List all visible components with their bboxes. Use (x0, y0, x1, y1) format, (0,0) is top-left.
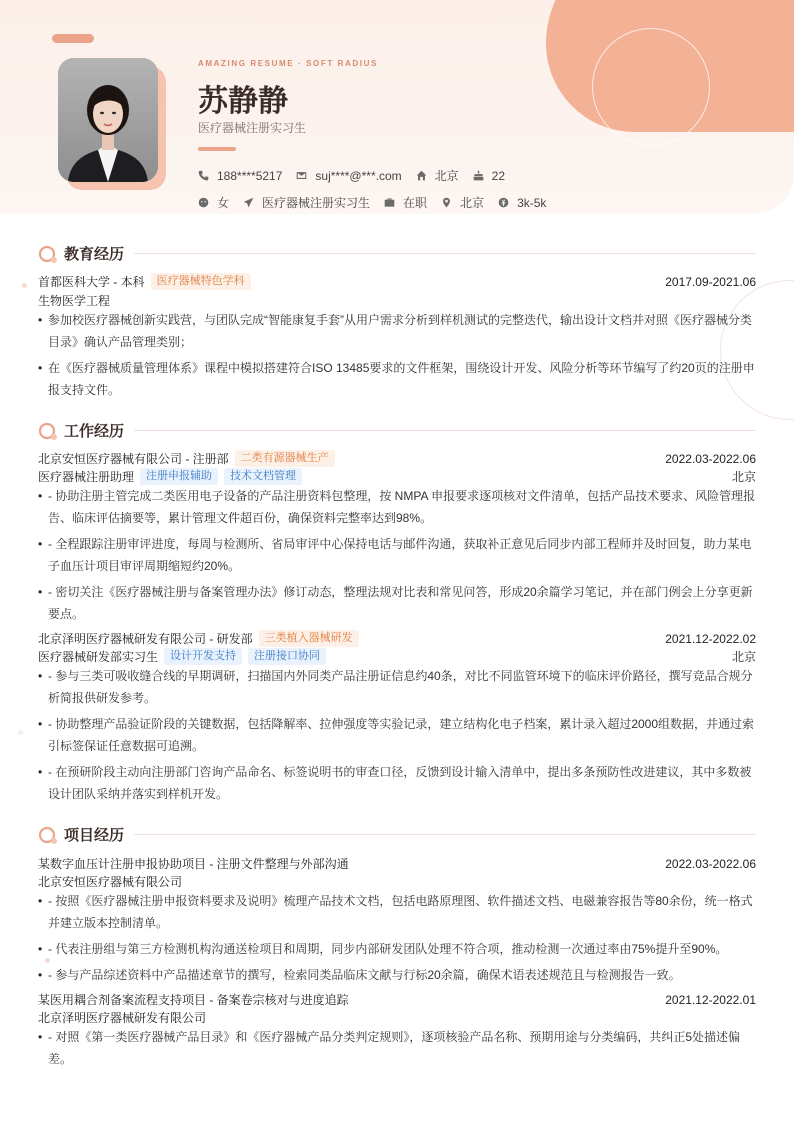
project-org: 北京安恒医疗器械有限公司 (38, 875, 183, 889)
detail-intention (243, 194, 370, 211)
section-work-header (38, 420, 756, 441)
contact-phone (198, 169, 282, 183)
contact-row (198, 167, 519, 184)
detail-gender-text: 女 (217, 196, 230, 210)
project-bullet: • - 对照《第一类医疗器械产品目录》和《医疗器械产品分类判定规则》，逐项核验产品名称、预期用途与分类编码，共纠正5处描述偏差。 (38, 1026, 756, 1070)
detail-salary-text: 3k-5k (517, 195, 547, 210)
work-tag: 三类植入器械研发 (259, 630, 359, 647)
profile-photo (58, 58, 158, 182)
contact-age-text: 22 (491, 168, 505, 183)
work-company: 北京安恒医疗器械有限公司 - 注册部 (38, 452, 229, 466)
work-bullet: • - 协助注册主管完成二类医用电子设备的产品注册资料包整理，按 NMPA 申报要求逐项核对文件清单，包括产品技术要求、风险管理报告、临床评估摘要等，累计管理文件超百份，确保资料完整率达到98%。 (38, 485, 756, 529)
work-role: 医疗器械研发部实习生 (38, 650, 159, 664)
work-tag: 二类有源器械生产 (235, 450, 335, 467)
work-bullet: • - 协助整理产品验证阶段的关键数据，包括降解率、拉伸强度等实验记录，建立结构化电子档案，累计录入超过2000组数据，并通过索引标签保证任意数据可追溯。 (38, 713, 756, 757)
work-item-header (38, 630, 756, 647)
work-city: 北京 (731, 470, 756, 484)
work-role-tag: 技术文档管理 (224, 468, 302, 485)
contact-city-text: 北京 (434, 169, 459, 183)
work-bullet: • - 在预研阶段主动向注册部门咨询产品命名、标签说明书的审查口径，反馈到设计输入清单中，提出多条预防性改进建议，其中多数被设计团队采纳并落实到样机开发。 (38, 761, 756, 805)
project-name: 某数字血压计注册申报协助项目 - 注册文件整理与外部沟通 (38, 857, 349, 871)
section-divider (134, 430, 756, 431)
detail-status (384, 194, 427, 211)
work-role-tag: 注册接口协同 (248, 648, 326, 665)
project-name: 某医用耦合剂备案流程支持项目 - 备案卷宗核对与进度追踪 (38, 993, 349, 1007)
detail-intention-text: 医疗器械注册实习生 (262, 196, 371, 210)
education-bullet: • 在《医疗器械质量管理体系》课程中模拟搭建符合ISO 13485要求的文件框架，围绕设计开发、风险分析等环节编写了约20页的注册申报支持文件。 (38, 357, 756, 401)
money-icon (498, 197, 509, 208)
candidate-name: 苏静静 (198, 84, 288, 119)
project-bullet: • - 参与产品综述资料中产品描述章节的撰写，检索同类品临床文献与行标20余篇，确保术语表述规范且与检测报告一致。 (38, 964, 756, 986)
project-org-row (38, 873, 756, 890)
education-bullet: • 参加校医疗器械创新实践营，与团队完成“智能康复手套”从用户需求分析到样机测试的完整迭代，输出设计文档并对照《医疗器械分类目录》确认产品管理类别； (38, 309, 756, 353)
work-date: 2021.12-2022.02 (665, 631, 756, 646)
work-item-header (38, 450, 756, 467)
gender-icon (198, 197, 209, 208)
magnifier-icon (38, 825, 58, 845)
send-icon (243, 197, 254, 208)
work-city: 北京 (731, 650, 756, 664)
project-org-row (38, 1009, 756, 1026)
contact-city (416, 167, 459, 184)
section-projects-header (38, 824, 756, 845)
section-divider (134, 834, 756, 835)
contact-email-text: suj****@***.com (315, 168, 402, 183)
briefcase-icon (384, 197, 395, 208)
project-item-header (38, 855, 756, 872)
work-bullet: • - 全程跟踪注册审评进度，每周与检测所、省局审评中心保持电话与邮件沟通，获取补正意见后同步内部工程师并及时回复，助力某电子血压计项目审评周期缩短约20%。 (38, 533, 756, 577)
detail-city-text: 北京 (460, 196, 485, 210)
contact-age (473, 169, 505, 183)
work-role-tag: 注册申报辅助 (140, 468, 218, 485)
detail-status-text: 在职 (403, 196, 428, 210)
education-date: 2017.09-2021.06 (665, 274, 756, 289)
mail-icon (296, 170, 307, 181)
education-major: 生物医学工程 (38, 294, 111, 308)
portrait-illustration-icon (58, 58, 158, 182)
work-role-tag: 设计开发支持 (164, 648, 242, 665)
section-work-title: 工作经历 (64, 423, 125, 440)
cake-icon (473, 170, 484, 181)
details-row (198, 194, 560, 211)
education-school: 首都医科大学 - 本科 (38, 275, 145, 289)
project-date: 2021.12-2022.01 (665, 992, 756, 1007)
magnifier-icon (38, 244, 58, 264)
project-date: 2022.03-2022.06 (665, 856, 756, 871)
education-item-header (38, 273, 756, 290)
detail-city (441, 194, 484, 211)
project-bullet: • - 按照《医疗器械注册申报资料要求及说明》梳理产品技术文档，包括电路原理图、软件描述文档、电磁兼容报告等80余份，统一格式并建立版本控制清单。 (38, 890, 756, 934)
candidate-subtitle: 医疗器械注册实习生 (198, 121, 307, 135)
work-role-row (38, 468, 756, 485)
work-role-row (38, 648, 756, 665)
detail-gender (198, 194, 229, 211)
work-role: 医疗器械注册助理 (38, 470, 135, 484)
work-bullet: • - 密切关注《医疗器械注册与备案管理办法》修订动态，整理法规对比表和常见问答，形成20余篇学习笔记，并在部门例会上分享更新要点。 (38, 581, 756, 625)
section-divider (134, 253, 756, 254)
work-bullet: • - 参与三类可吸收缝合线的早期调研，扫描国内外同类产品注册证信息约40条，对比不同监管环境下的临床评价路径，撰写竞品合规分析简报供研发参考。 (38, 665, 756, 709)
phone-icon (198, 170, 209, 181)
accent-bar (198, 147, 236, 151)
magnifier-icon (38, 421, 58, 441)
detail-salary (498, 196, 546, 210)
decorative-pill (52, 34, 94, 43)
education-major-row (38, 292, 756, 309)
decorative-dot (18, 730, 23, 735)
section-projects-title: 项目经历 (64, 827, 125, 844)
section-education-title: 教育经历 (64, 246, 125, 263)
decorative-ring (592, 28, 710, 146)
project-bullet: • - 代表注册组与第三方检测机构沟通送检项目和周期，同步内部研发团队处理不符合项，推动检测一次通过率由75%提升至90%。 (38, 938, 756, 960)
project-org: 北京泽明医疗器械研发有限公司 (38, 1011, 207, 1025)
contact-phone-text: 188****5217 (217, 168, 283, 183)
decorative-dot (22, 283, 27, 288)
location-pin-icon (441, 197, 452, 208)
project-item-header (38, 991, 756, 1008)
section-education-header (38, 243, 756, 264)
home-icon (416, 170, 427, 181)
resume-eyebrow: AMAZING RESUME · SOFT RADIUS (198, 59, 378, 68)
work-company: 北京泽明医疗器械研发有限公司 - 研发部 (38, 632, 253, 646)
contact-email (296, 169, 401, 183)
education-tag: 医疗器械特色学科 (151, 273, 251, 290)
work-date: 2022.03-2022.06 (665, 451, 756, 466)
